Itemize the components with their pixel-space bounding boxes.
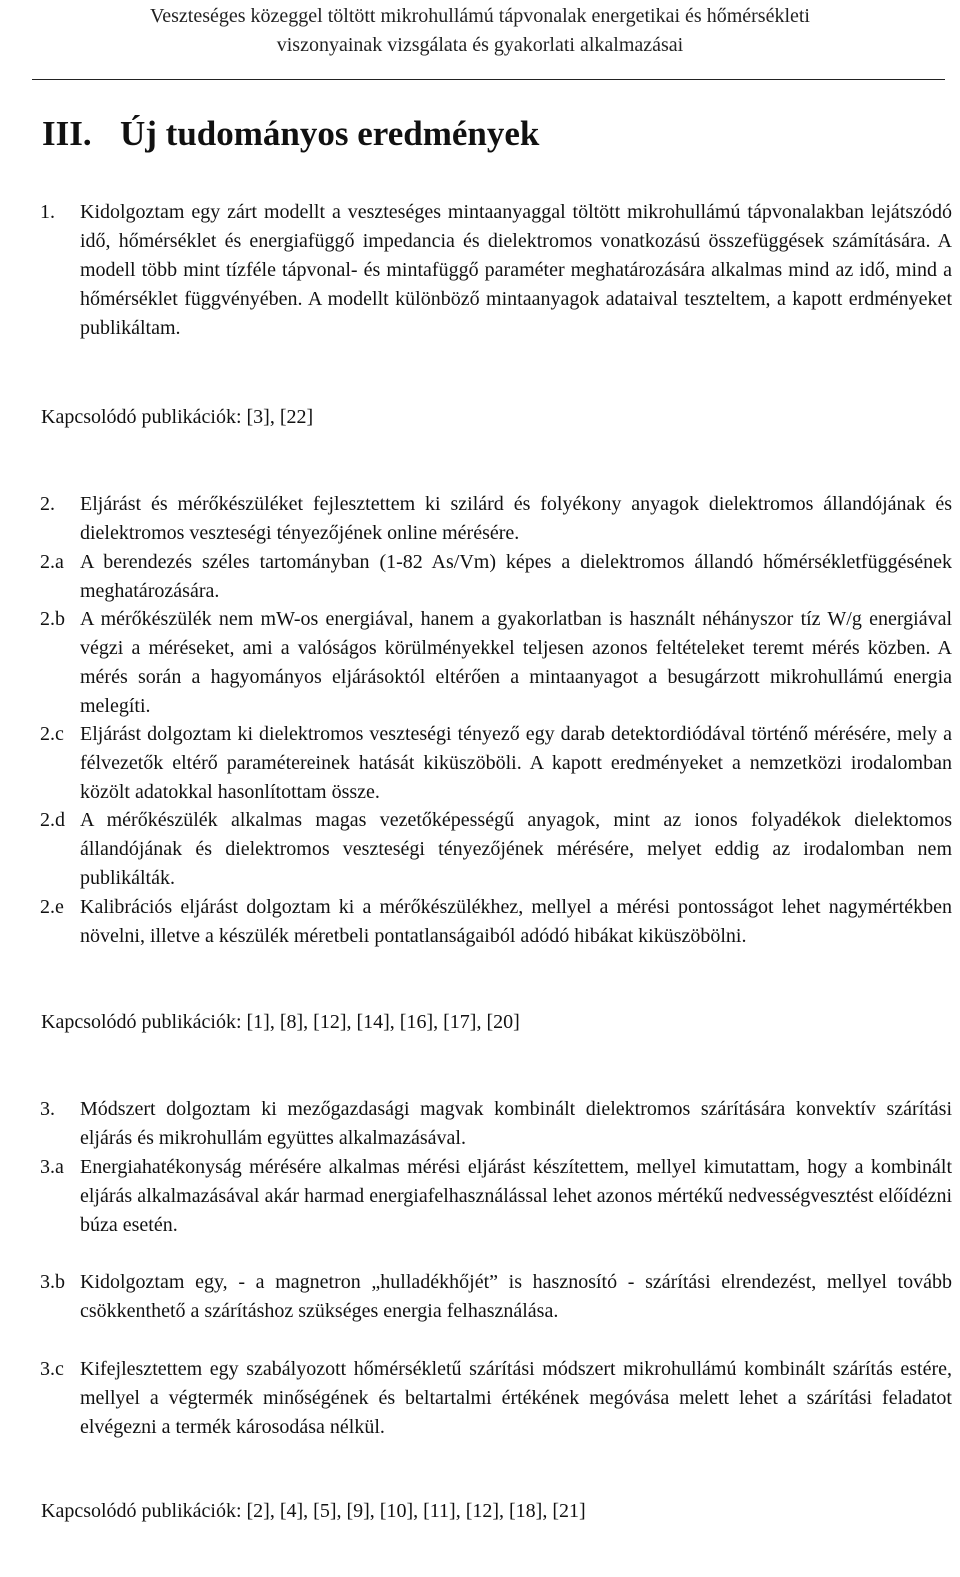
related-publications-2: Kapcsolódó publikációk: [1], [8], [12], [14], [16], [17], [20] xyxy=(41,1011,520,1033)
result-item-2c xyxy=(40,720,952,807)
item-label: 3.a xyxy=(40,1156,64,1178)
header-line-1: Veszteséges közeggel töltött mikrohullámú tápvonalak energetikai és hőmérsékleti xyxy=(150,5,810,27)
item-text: Kidolgoztam egy zárt modellt a veszteséges mintaanyaggal töltött mikrohullámú tápvonalakban lejátszódó idő, hőmérséklet és energiafüggő impedancia és dielektromos vonatkozású összefüggések számítására. A modell több mint tízféle tápvonal- és mintafüggő paraméter meghatározására alkalmas mind az idő, mind a hőmérséklet függvényében. A modellt különböző mintaanyagok adataival teszteltem, a kapott erdményeket publikáltam. xyxy=(80,201,952,339)
result-item-2d xyxy=(40,806,952,893)
result-item-2e xyxy=(40,893,952,951)
header-divider xyxy=(32,79,945,80)
item-text: Eljárást dolgoztam ki dielektromos veszteségi tényező egy darab detektordiódával történő mérésére, mely a félvezetők eltérő paramétereinek hatását kiküszöböli. A kapott eredményeket a nemzetközi irodalomban közölt adatokkal hasonlítottam össze. xyxy=(80,723,952,803)
item-text: Kifejlesztettem egy szabályozott hőmérsékletű szárítási módszert mikrohullámú kombinált szárítás estére, mellyel a végtermék minőségének és beltartalmi értékének megóvása melett lehet a szárítási feladatot elvégezni a termék károsodása nélkül. xyxy=(80,1358,952,1438)
result-item-3c xyxy=(40,1355,952,1442)
result-item-3 xyxy=(40,1095,952,1153)
item-label: 1. xyxy=(40,201,55,223)
item-label: 2.d xyxy=(40,809,65,831)
item-text: Energiahatékonyság mérésére alkalmas mérési eljárást készítettem, mellyel kimutattam, hogy a kombinált eljárás alkalmazásával akár harmad energiafelhasználással lehet azonos mértékű nedvességvesztést előídézni búza esetén. xyxy=(80,1156,952,1236)
item-text: Kalibrációs eljárást dolgoztam ki a mérőkészülékhez, mellyel a mérési pontosságot lehet nagymértékben növelni, illetve a készülék méretbeli pontatlanságaiból adódó hibákat kiküszöbölni. xyxy=(80,896,952,947)
item-text: A berendezés széles tartományban (1-82 As/Vm) képes a dielektromos állandó hőmérsékletfüggésének meghatározására. xyxy=(80,551,952,602)
section-heading: Új tudományos eredmények xyxy=(120,114,540,153)
section-title xyxy=(42,112,539,156)
item-text: A mérőkészülék alkalmas magas vezetőképességű anyagok, mint az ionos folyadékok dielektomos állandójának és dielektromos veszteségi tényezőjének mérésére, melyet eddig az irodalomban nem publikálták. xyxy=(80,809,952,889)
related-publications-1: Kapcsolódó publikációk: [3], [22] xyxy=(41,406,314,428)
item-text: Módszert dolgoztam ki mezőgazdasági magvak kombinált dielektromos szárítására konvektív szárítási eljárás és mikrohullám együttes alkalmazásával. xyxy=(80,1098,952,1149)
item-label: 2.b xyxy=(40,608,65,630)
result-item-2 xyxy=(40,490,952,548)
related-publications-3: Kapcsolódó publikációk: [2], [4], [5], [9], [10], [11], [12], [18], [21] xyxy=(41,1500,586,1522)
item-label: 3.c xyxy=(40,1358,64,1380)
item-label: 3. xyxy=(40,1098,55,1120)
item-label: 2.e xyxy=(40,896,64,918)
result-item-1 xyxy=(40,198,952,343)
result-item-3b xyxy=(40,1268,952,1326)
item-label: 2. xyxy=(40,493,55,515)
item-label: 2.a xyxy=(40,551,64,573)
result-item-2b xyxy=(40,605,952,721)
header-line-2: viszonyainak vizsgálata és gyakorlati alkalmazásai xyxy=(276,34,684,56)
result-item-2a xyxy=(40,548,952,606)
item-text: Kidolgoztam egy, - a magnetron „hulladékhőjét” is hasznosító - szárítási elrendezést, mellyel tovább csökkenthető a szárításhoz szükséges energia felhasználása. xyxy=(80,1271,952,1322)
item-text: A mérőkészülék nem mW-os energiával, hanem a gyakorlatban is használt néhányszor tíz W/g energiával végzi a méréseket, ami a valóságos körülményekkel teljesen azonos feltételeket teremt mérés közben. A mérés során a hagyományos eljárásoktól eltérően a mintaanyagot a besugárzott mikrohullámú energia melegíti. xyxy=(80,608,952,717)
result-item-3a xyxy=(40,1153,952,1240)
item-label: 3.b xyxy=(40,1271,65,1293)
item-text: Eljárást és mérőkészüléket fejlesztettem ki szilárd és folyékony anyagok dielektromos állandójának és dielektromos veszteségi tényezőjének online mérésére. xyxy=(80,493,952,544)
section-number: III. xyxy=(42,114,92,153)
item-label: 2.c xyxy=(40,723,64,745)
